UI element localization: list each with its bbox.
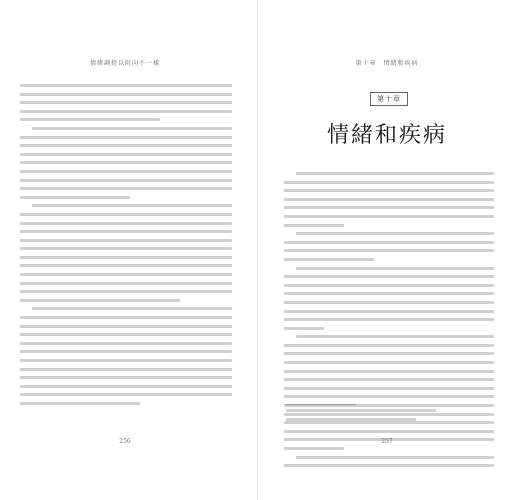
text-line	[20, 350, 232, 353]
text-line	[20, 187, 232, 190]
right-footnotes	[286, 409, 466, 426]
text-line	[284, 249, 494, 252]
text-line	[20, 264, 232, 267]
text-line	[20, 368, 232, 371]
text-line	[284, 189, 494, 192]
text-line	[284, 327, 324, 330]
text-line	[20, 256, 232, 259]
text-line	[284, 181, 494, 184]
text-line	[20, 299, 180, 302]
text-line	[284, 310, 494, 313]
text-line	[284, 241, 494, 244]
text-line	[20, 393, 232, 396]
text-line	[20, 84, 232, 87]
footnote-rule	[286, 404, 356, 405]
text-line	[20, 136, 232, 139]
right-page	[262, 0, 512, 500]
text-line	[32, 307, 232, 310]
left-page	[0, 0, 250, 500]
text-line	[20, 144, 232, 147]
text-line	[284, 344, 494, 347]
text-line	[284, 224, 344, 227]
text-line	[284, 378, 494, 381]
text-line	[284, 198, 494, 201]
text-line	[20, 290, 232, 293]
text-line	[20, 101, 232, 104]
text-line	[284, 275, 494, 278]
text-line	[20, 213, 232, 216]
left-running-head: 情緒調控以阻向不一樣	[89, 60, 160, 67]
text-line	[284, 284, 494, 287]
text-line	[296, 267, 494, 270]
text-line	[20, 230, 232, 233]
text-line	[20, 222, 232, 225]
text-line	[20, 179, 232, 182]
text-line	[20, 196, 130, 199]
text-line	[284, 395, 494, 398]
text-line	[20, 118, 160, 121]
left-body-text	[20, 84, 232, 411]
text-line	[20, 402, 140, 405]
text-line	[296, 335, 494, 338]
text-line	[20, 153, 232, 156]
text-line	[284, 318, 494, 321]
left-page-number: 256	[119, 438, 131, 445]
text-line	[284, 292, 494, 295]
text-line	[20, 385, 232, 388]
text-line	[296, 456, 494, 459]
text-line	[20, 325, 232, 328]
book-gutter	[257, 0, 258, 500]
text-line	[284, 301, 494, 304]
text-line	[284, 352, 494, 355]
text-line	[296, 232, 494, 235]
text-line	[20, 110, 232, 113]
text-line	[20, 247, 232, 250]
text-line	[32, 127, 232, 130]
text-line	[20, 359, 232, 362]
text-line	[284, 215, 494, 218]
text-line	[20, 333, 232, 336]
text-line	[284, 370, 494, 373]
text-line	[20, 376, 232, 379]
chapter-title: 情緒和疾病	[326, 123, 447, 148]
text-line	[32, 204, 232, 207]
text-line	[20, 273, 232, 276]
text-line	[20, 239, 232, 242]
text-line	[284, 430, 494, 433]
text-line	[20, 342, 232, 345]
right-running-head: 第十章 情緒和疾病	[355, 60, 419, 67]
text-line	[20, 161, 232, 164]
text-line	[284, 206, 494, 209]
text-line	[20, 93, 232, 96]
right-body-text	[284, 172, 494, 473]
text-line	[20, 170, 232, 173]
text-line	[284, 361, 494, 364]
chapter-label: 第十章	[370, 92, 408, 106]
text-line	[284, 258, 374, 261]
text-line	[286, 409, 436, 412]
text-line	[20, 282, 232, 285]
text-line	[284, 447, 344, 450]
text-line	[284, 464, 494, 467]
text-line	[286, 418, 416, 421]
text-line	[284, 387, 494, 390]
text-line	[20, 316, 232, 319]
text-line	[296, 172, 494, 175]
right-page-number: 257	[381, 438, 393, 445]
